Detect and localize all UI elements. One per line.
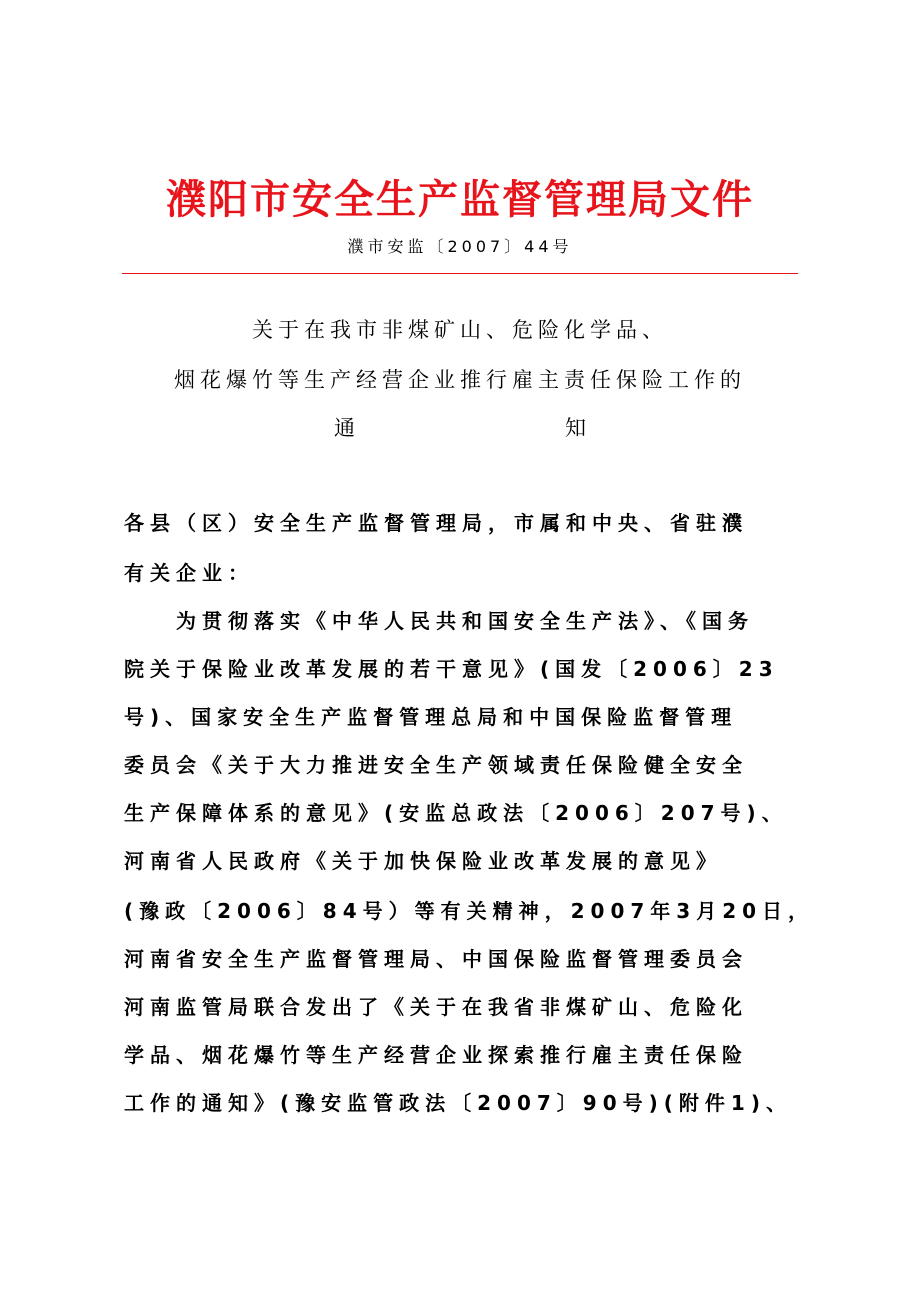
body-line: 河南省人民政府《关于加快保险业改革发展的意见》 — [124, 849, 722, 873]
body-line: 工作的通知》(豫安监管政法〔2007〕90号)(附件1)、 — [124, 1091, 792, 1115]
body-line: 号)、国家安全生产监督管理总局和中国保险监督管理 — [124, 705, 738, 729]
body-line: 院关于保险业改革发展的若干意见》(国发〔2006〕23 — [124, 657, 779, 681]
body-line: 各县（区）安全生产监督管理局，市属和中央、省驻濮 — [124, 511, 748, 535]
body-line: 河南省安全生产监督管理局、中国保险监督管理委员会 — [124, 947, 748, 971]
body-line: 河南监管局联合发出了《关于在我省非煤矿山、危险化 — [124, 995, 748, 1019]
red-divider — [122, 273, 798, 274]
body-line: 学品、烟花爆竹等生产经营企业探索推行雇主责任保险 — [124, 1043, 748, 1067]
subject-word-tong: 通 — [334, 416, 355, 440]
body-line: 委员会《关于大力推进安全生产领域责任保险健全安全 — [124, 753, 748, 777]
body-line: (豫政〔2006〕84号）等有关精神，2007年3月20日， — [124, 899, 815, 923]
body-line: 为贯彻落实《中华人民共和国安全生产法》、《国务 — [176, 609, 754, 633]
document-title: 濮阳市安全生产监督管理局文件 — [166, 177, 754, 223]
subject-line-2: 烟花爆竹等生产经营企业推行雇主责任保险工作的 — [174, 368, 746, 392]
body-line: 生产保障体系的意见》(安监总政法〔2006〕207号)、 — [124, 801, 788, 825]
document-number: 濮市安监〔2007〕44号 — [347, 237, 573, 256]
subject-word-zhi: 知 — [565, 416, 586, 440]
subject-line-1: 关于在我市非煤矿山、危险化学品、 — [252, 318, 668, 342]
body-line: 有关企业： — [124, 561, 254, 585]
subject-line-3 — [0, 413, 920, 443]
